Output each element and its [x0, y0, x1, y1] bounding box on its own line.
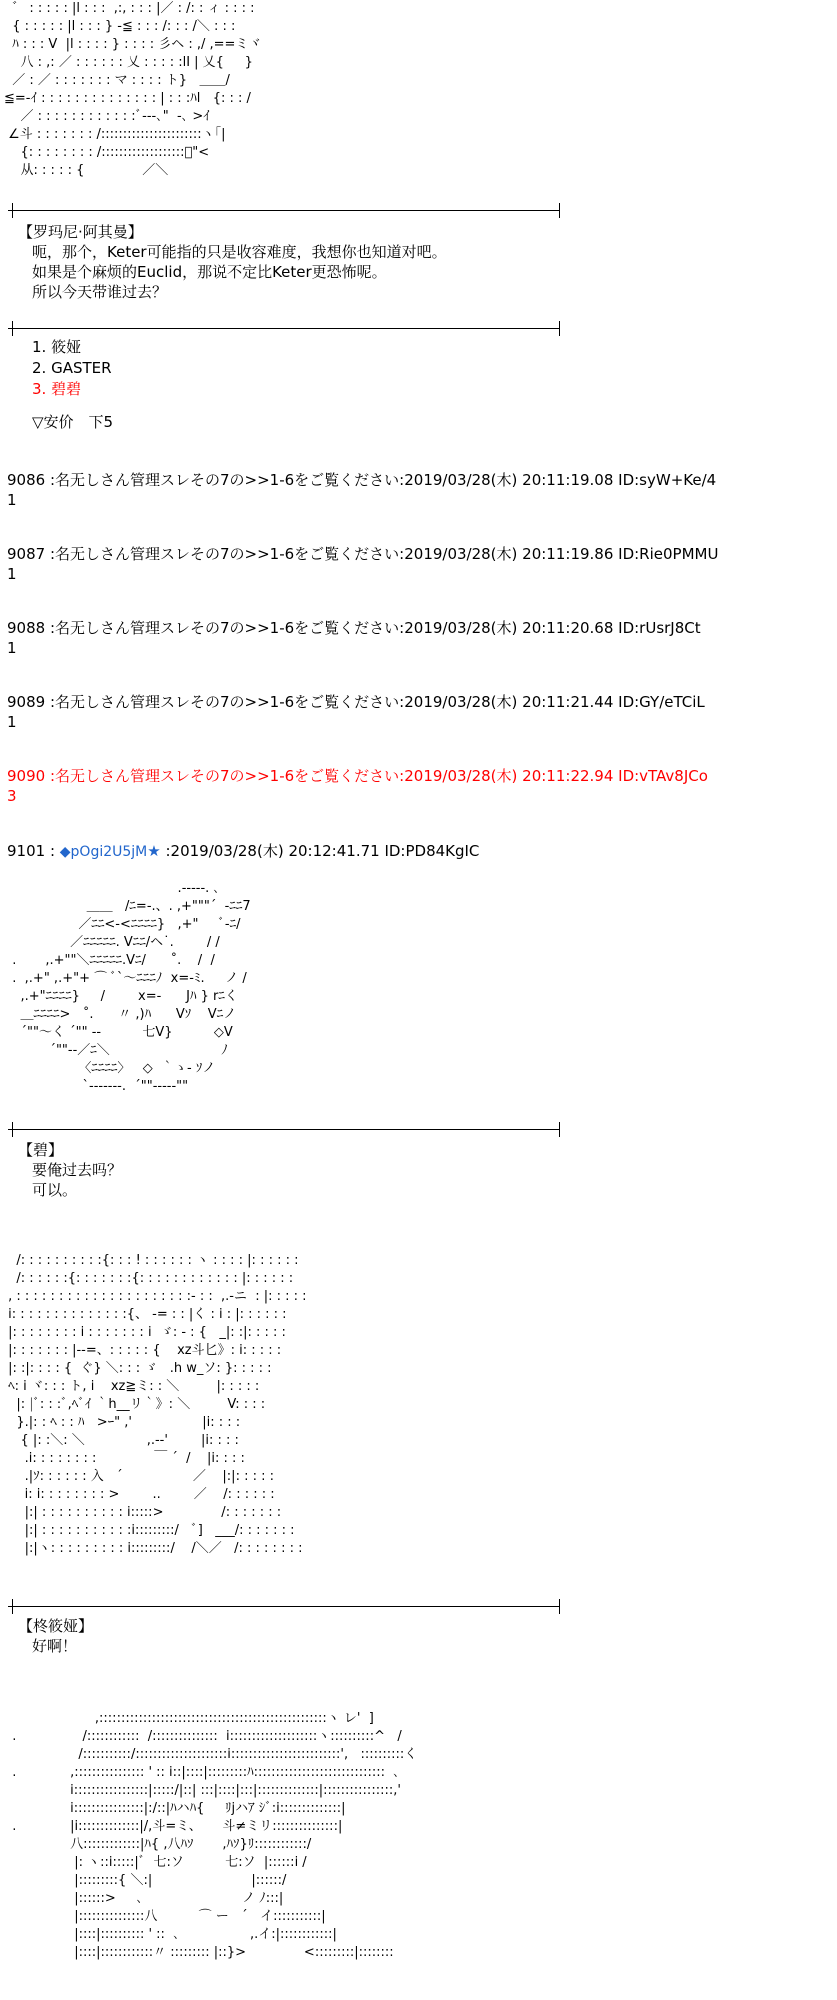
post-9087 [7, 544, 718, 584]
post-9101 [7, 841, 479, 862]
post-9086 [7, 470, 716, 510]
divider [8, 328, 560, 329]
choice-item-selected: 3. 碧碧 [32, 380, 82, 398]
vote-prompt: ▽安价 下5 [32, 413, 114, 431]
star-icon: ★ [147, 842, 161, 860]
post-9088 [7, 618, 701, 658]
ascii-art-shinoa: /: : : : : : : : : :{: : : ! : : : : : : ヽ : : : : |: : : : : : /: : : : : :{: : : : : : :{: : : : : : : : : : : : |: : : : : : , : : : : : : : : : : : : : : : : : : : : :- : : ,.-ニ : |: : : : : i: : : : : : : : : : : : : :{、 -= : : |く : i : |: : : : : : |: : : : : : : : i : : : : : : : i ゞ: ‐ : { _|: :|: : : : : |: : : : : : : |‐‐=、: : : : : { xz斗匕》: i: : : : : |: :|: : : : { ぐ} ＼: : : ゞ .h w_ソ: }: : : : : ﾍ: i ヾ: : : ト, i xz≧ミ: : ＼ |: : : : : |: |ﾞ: : :ﾞ,ﾍﾞｲ ｀h__リ｀》: ＼ V: : : : }.|: : ﾍ : : ﾊ >ｰ" ,' |i: : : : { |: :＼: ＼ ,.-‐' |i: : : : .i: : : : : : : : ￣ ´ / |i: : : : .|ｿ: : : : : : 入 ´ ／ |:|: : : : : i: i: : : : : : : : > .. ／ /: : : : : : |:| : : : : : : : : : : i:::::> /: : : : : : : |:| : : : : : : : : : : :i:::::::::/ ﾞ] ___/: : : : : : : |:|ヽ: : : : : : : : : i:::::::::/ /＼／ /: : : : : : : : [8, 1253, 307, 1556]
tripcode: ◆pOgi2U5jM [59, 844, 148, 860]
post-body: 1 [7, 713, 17, 731]
choice-item: 1. 筱娅 [32, 338, 82, 356]
post-9089 [7, 692, 705, 732]
speaker-label: 【罗玛尼·阿其曼】 [18, 223, 143, 241]
dialogue-line: 好啊！ [32, 1637, 78, 1655]
post-body: 3 [7, 787, 17, 805]
speaker-label: 【碧】 [18, 1141, 64, 1159]
divider [8, 1129, 560, 1130]
speaker-label: 【柊筱娅】 [18, 1617, 94, 1635]
post-body: 1 [7, 491, 17, 509]
dialogue-romani [18, 222, 447, 302]
post-body: 1 [7, 639, 17, 657]
dialogue-line: 可以。 [32, 1181, 78, 1199]
post-header: 9087 :名无しさん管理スレその7の>>1-6をご覧ください:2019/03/28(木) 20:11:19.86 ID:Rie0PMMU [7, 545, 719, 563]
dialogue-bibi [18, 1140, 122, 1200]
post-header: 9090 :名无しさん管理スレその7の>>1-6をご覧ください:2019/03/28(木) 20:11:22.94 ID:vTAv8JCo [7, 767, 708, 785]
post-9090 [7, 766, 708, 806]
post-body: 1 [7, 565, 17, 583]
choice-item: 2. GASTER [32, 359, 112, 377]
post-number: 9101 : [7, 842, 60, 860]
post-header: 9086 :名无しさん管理スレその7の>>1-6をご覧ください:2019/03/28(木) 20:11:19.08 ID:syW+Ke/4 [7, 471, 717, 489]
dialogue-line: 如果是个麻烦的Euclid，那说不定比Keter更恐怖呢。 [32, 263, 387, 281]
post-header [7, 841, 479, 862]
dialogue-line: 所以今天带谁过去？ [32, 283, 168, 301]
ascii-art-romani: ゛ : : : : : |l : : : ,:, : : : |／ : /: : ィ : : : : { : : : : : |l : : : } ‐≦ : : : /: : : /＼ : : : ﾊ : : : V |l : : : : } : : : : 彡ヘ : ,/ ,==ミヾ 八 : ,: ／ : : : : : : 乂 : : : : :lI | 乂{ } ／ : ／ : : : : : : : マ : : : : ト} ＿＿/ ≦=-ｲ : : : : : : : : : : : : : : | : : :ﾊl {: : : / ／ : : : : : : : : : : : :ﾞ‐-‐､" -､ >ｲ ∠斗 : : : : : : : /:::::::::::::::::::::::ヽ｢| {: : : : : : : : /:::::::::::::::::::ﾞ"< 从: : : : : { ／＼ [4, 1, 262, 178]
dialogue-line: 呃，那个，Keter可能指的只是收容难度，我想你也知道对吧。 [32, 243, 447, 261]
choice-list [32, 337, 113, 433]
dialogue-line: 要俺过去吗？ [32, 1161, 123, 1179]
post-header: 9088 :名无しさん管理スレその7の>>1-6をご覧ください:2019/03/28(木) 20:11:20.68 ID:rUsrJ8Ct [7, 619, 701, 637]
post-header: 9089 :名无しさん管理スレその7の>>1-6をご覧ください:2019/03/28(木) 20:11:21.44 ID:GY/eTCiL [7, 693, 705, 711]
ascii-art-bibi: .-----. ､ ＿＿ /ﾆ=-.、. ,+"""´ -ﾆﾆ7 ／ﾆﾆ<-<ﾆﾆﾆﾆ} ,+" ﾞ-ﾆ/ ／ﾆﾆﾆﾆﾆ. Vﾆﾆ/ヘ˙. / / . ,.+""＼ﾆﾆﾆﾆﾆ.Vﾆ/ ˚. / / . ,.+" ,.+"+ ⌒ ﾞ`～ﾆﾆﾆﾉ x=-ﾐ. ノ / ,.+"ﾆﾆﾆﾆ} / x=- Jﾊ } rﾆく ＿ﾆﾆﾆﾆ> ˚. 〃 ,)ﾊ Vｿ Vﾆノ ´""～く ´"" -- 七V} ◇V ´""--／ﾆ＼ ﾉ 〈ﾆﾆﾆﾆ〉 ◇ ｀ゝ- ｿノ `-------. ´""-----"" [12, 881, 251, 1094]
dialogue-shinoa [18, 1616, 93, 1656]
ascii-art-shinoa-2: ,::::::::::::::::::::::::::::::::::::::::::::::::::::ヽ レ' ] . /:::::::::::: /::::::::::::::: i::::::::::::::::::::ヽ::::::::::^ / /:::::::::::/:::::::::::::::::::::i:::::::::::::::::::::::::', ::::::::::く . ,:::::::::::::::: ' :: i::|::::|:::::::::ﾊ:::::::::::::::::::::::::::::: ､ i:::::::::::::::::|:::::/|::| :::|::::|:::|::::::::::::::|::::::::::::::::,' i::::::::::::::::|:/::|ﾊハﾊ{ ﾘjハｱ ｼﾞ:i::::::::::::::| . |i::::::::::::::|/,斗=ミ、 斗≠ミリ:::::::::::::::| 八:::::::::::::|ﾊ{ ,八ﾊｿ ,ﾊｿ}ﾘ::::::::::::/ |: ヽ::i:::::|ﾞ 七:ソ 七:ソ |::::::i / |:::::::::{ ＼:| |::::::/ |::::::> ､ ノ ﾉ:::| |:::::::::::::::八 ⌒ ー ´ イ:::::::::::| |::::|:::::::::: ' :: ､ ,.イ:|::::::::::::| |::::|::::::::::::〃 ::::::::: |::}> <:::::::::|:::::::: [12, 1711, 418, 1960]
divider [8, 1606, 560, 1607]
post-meta: :2019/03/28(木) 20:12:41.71 ID:PD84KgIC [160, 842, 480, 860]
divider [8, 210, 560, 211]
